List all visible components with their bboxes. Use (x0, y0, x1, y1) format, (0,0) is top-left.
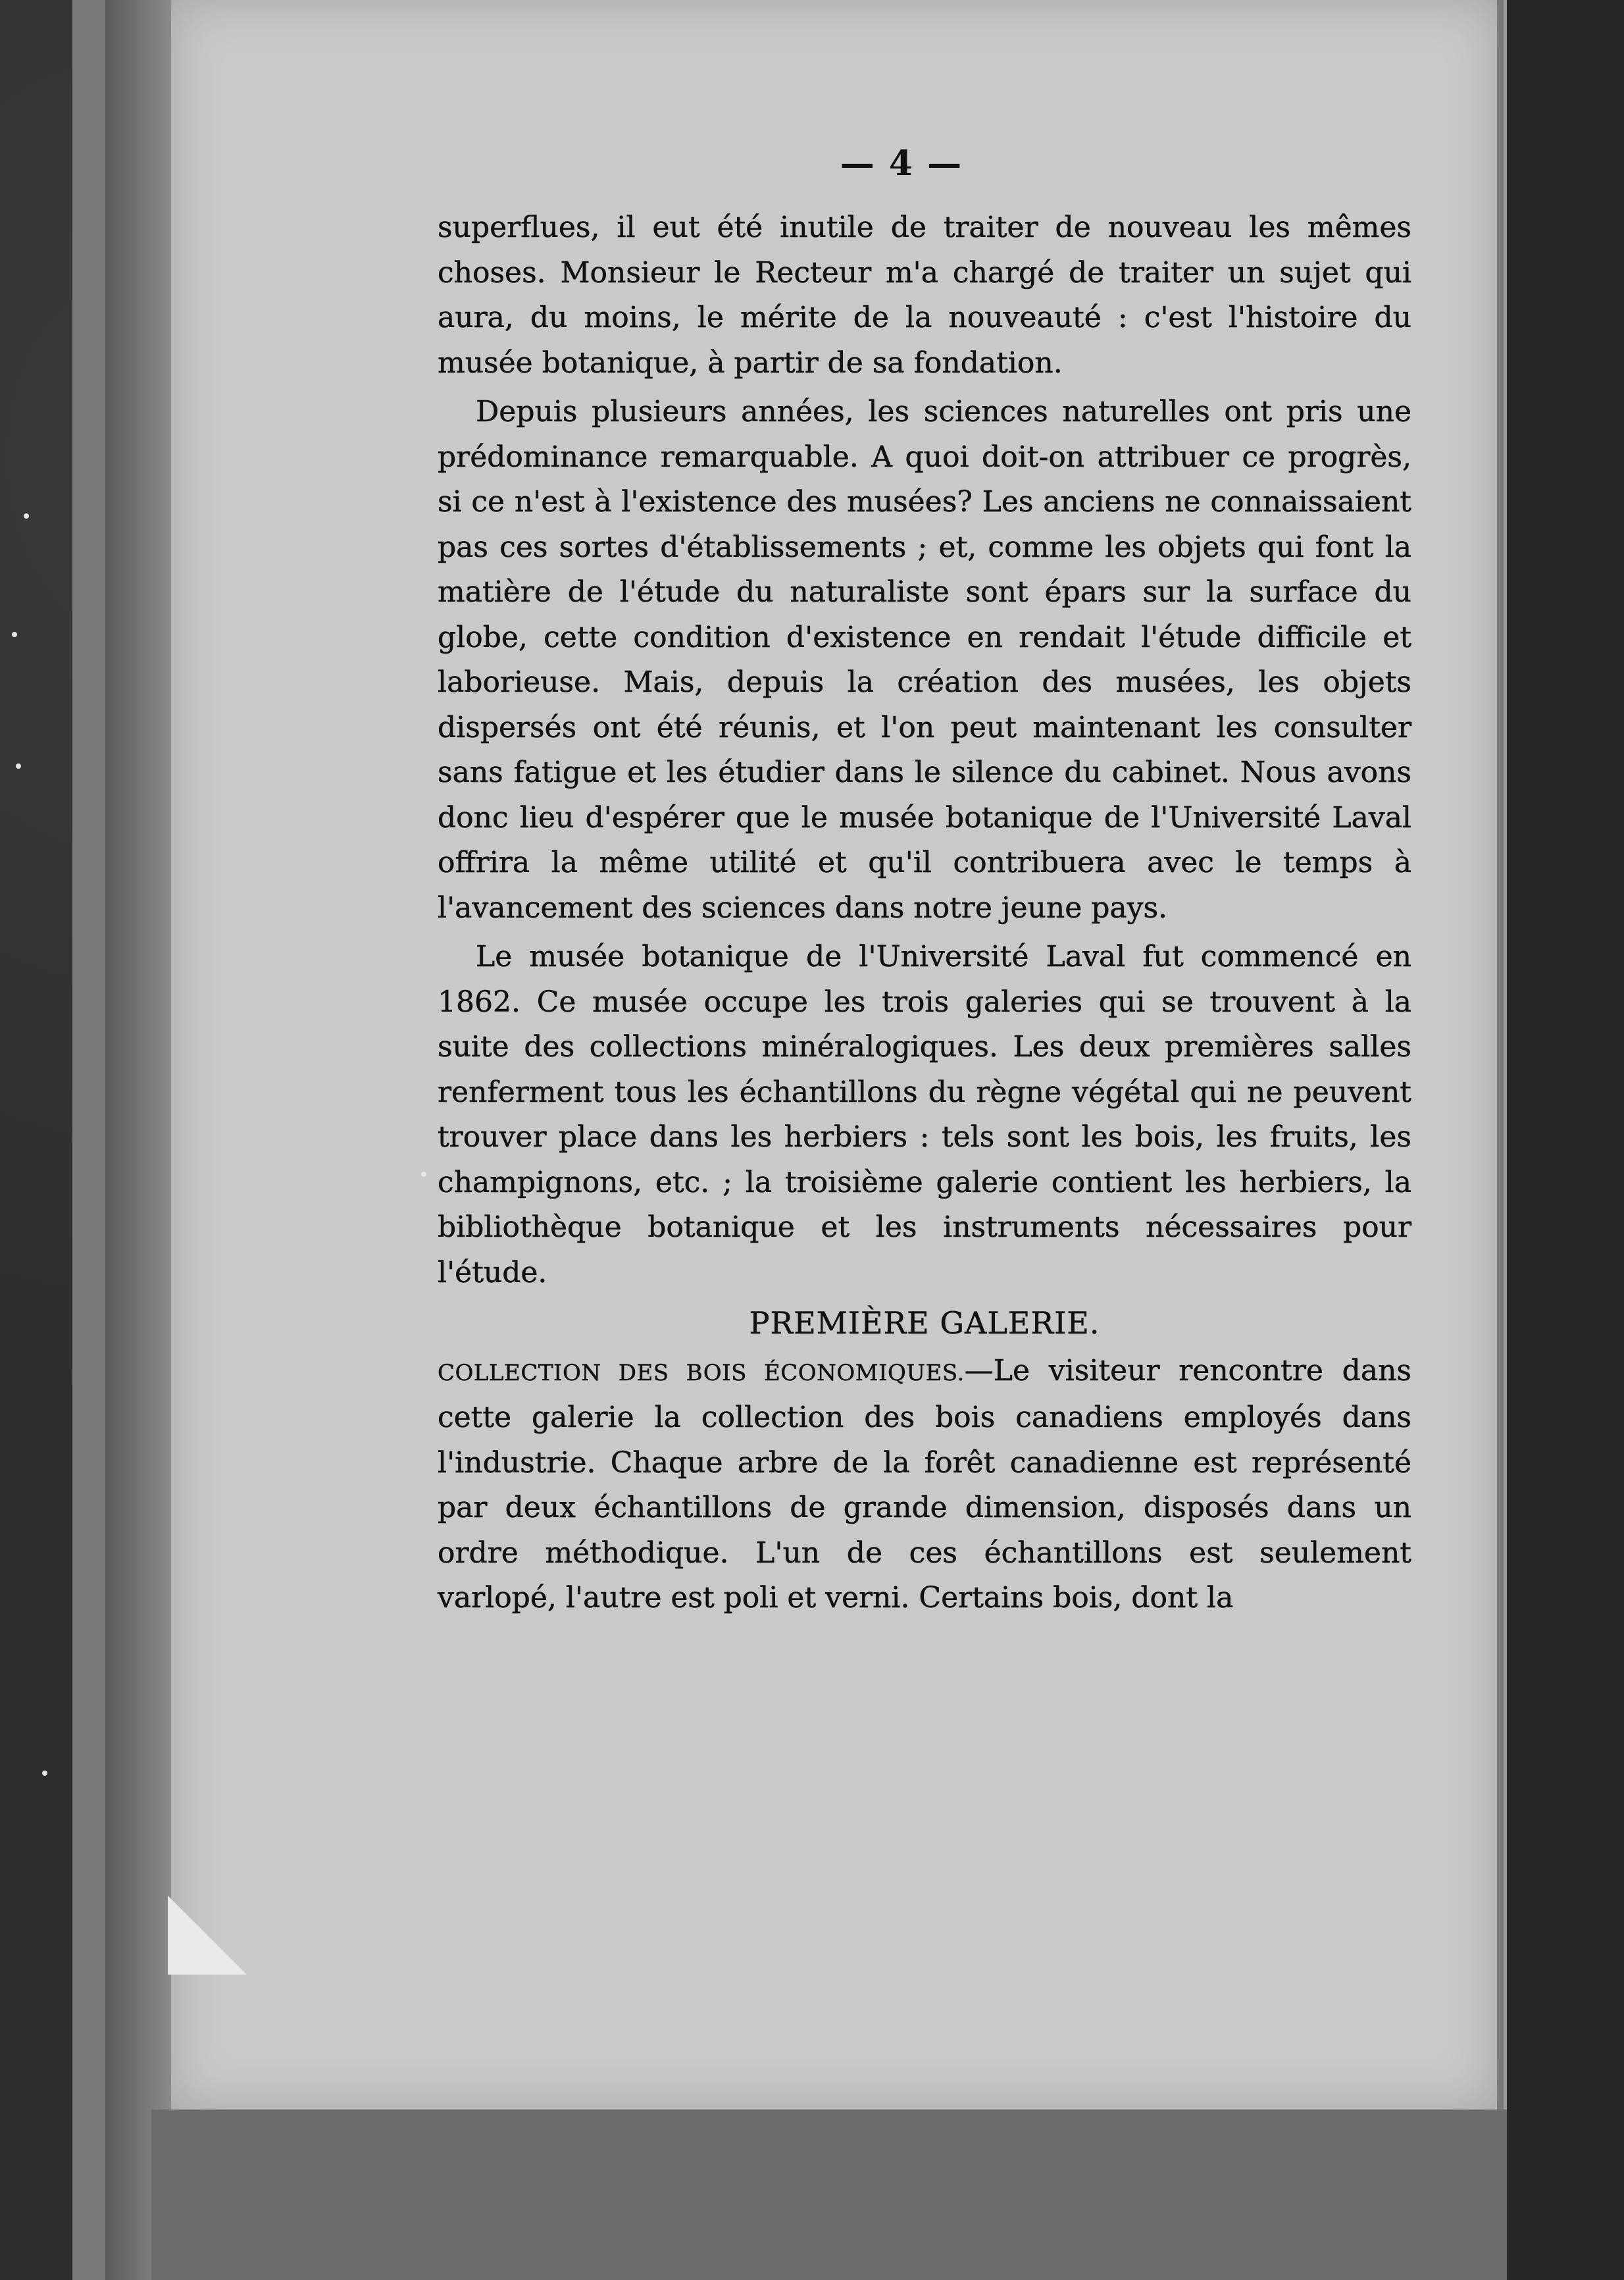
section-text: —Le visiteur rencontre dans cette galerie la collection des bois canadiens employés dans l'industrie. Chaque arbre de la forêt canadienne est représenté par deux échantillons de grande dimension, disposés dans un ordre méthodique. L'un de ces échantillons est seulement varlopé, l'autre est poli et verni. Certains bois, dont la (438, 1353, 1411, 1615)
page-bottom-shadow (151, 2110, 1507, 2280)
paragraph-1: superflues, il eut été inutile de traiter de nouveau les mêmes choses. Monsieur le Recteur m'a chargé de traiter un sujet qui aura, du moins, le mérite de la nouveauté : c'est l'histoire du musée botanique, à partir de sa fondation. (438, 211, 1411, 380)
scan-speck (16, 764, 21, 769)
paragraph-3: Le musée botanique de l'Université Laval fut commencé en 1862. Ce musée occupe les trois galeries qui se trouvent à la suite des collections minéralogiques. Les deux premières salles renferment tous les échantillons du règne végétal qui ne peuvent trouver place dans les herbiers : tels sont les bois, les fruits, les champignons, etc. ; la troisième galerie contient les herbiers, la bibliothèque botanique et les instruments nécessaires pour l'étude. (438, 940, 1411, 1289)
scan-speck (12, 632, 17, 637)
page-number: — 4 — (840, 143, 963, 184)
scan-speck (24, 513, 29, 519)
scan-speck (421, 1172, 426, 1177)
right-dark-margin (1507, 0, 1624, 2280)
left-page-fold (105, 0, 171, 2280)
paragraph-2: Depuis plusieurs années, les sciences naturelles ont pris une prédominance remarquable. A quoi doit-on attribuer ce progrès, si ce n'est à l'existence des musées? Les anciens ne connaissaient pas ces sortes d'établissements ; et, comme les objets qui font la matière de l'étude du naturaliste sont épars sur la surface du globe, cette condition d'existence en rendait l'étude difficile et laborieuse. Mais, depuis la création des musées, les objets dispersés ont été réunis, et l'on peut maintenant les consulter sans fatigue et les étudier dans le silence du cabinet. Nous avons donc lieu d'espérer que le musée botanique de l'Université Laval offrira la même utilité et qu'il contribuera avec le temps à l'avancement des sciences dans notre jeune pays. (438, 395, 1411, 925)
section-subheading: COLLECTION DES BOIS ÉCONOMIQUES. (438, 1359, 965, 1386)
section-paragraph (438, 1349, 1411, 1621)
scan-speck (42, 1771, 47, 1776)
body-text (438, 205, 1411, 1621)
section-heading: PREMIÈRE GALERIE. (749, 1305, 1100, 1341)
page-corner-fold (168, 1896, 247, 1975)
